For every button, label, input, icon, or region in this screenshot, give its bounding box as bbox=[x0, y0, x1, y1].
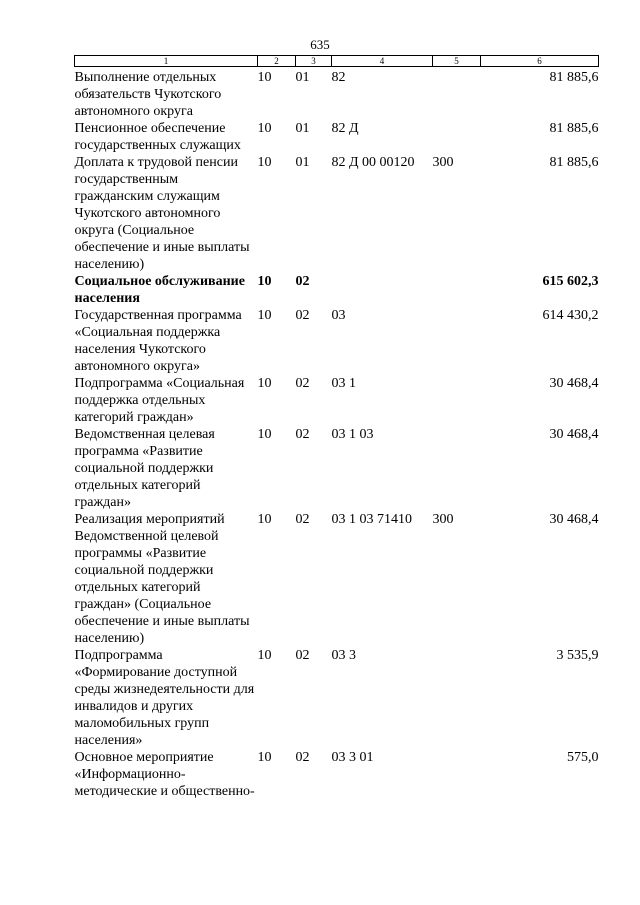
row-amount: 81 885,6 bbox=[549, 155, 599, 170]
row-subsection: 02 bbox=[295, 648, 310, 663]
header-col-1: 1 bbox=[75, 56, 258, 67]
row-name: Ведомственная целевая программа «Развитие социальной поддержки отдельных категорий граждан» bbox=[74, 427, 215, 510]
header-col-5: 5 bbox=[433, 56, 481, 67]
row-amount: 30 468,4 bbox=[549, 427, 599, 442]
row-amount: 30 468,4 bbox=[549, 376, 599, 391]
row-subsection: 01 bbox=[295, 121, 310, 136]
row-amount: 615 602,3 bbox=[542, 274, 599, 289]
row-name: Государственная программа «Социальная поддержка населения Чукотского автономного округа» bbox=[74, 308, 242, 374]
row-expense-type bbox=[433, 749, 481, 800]
row-subsection: 01 bbox=[295, 70, 310, 85]
page-number: 635 bbox=[310, 37, 330, 52]
row-subsection: 02 bbox=[295, 427, 310, 442]
row-name: Социальное обслуживание населения bbox=[74, 274, 245, 306]
row-expense-type bbox=[433, 120, 481, 154]
header-col-6: 6 bbox=[481, 56, 599, 67]
table-row bbox=[75, 375, 599, 426]
row-target-code bbox=[332, 273, 433, 307]
row-subsection: 02 bbox=[295, 308, 310, 323]
row-target-code: 82 Д bbox=[331, 121, 359, 136]
row-expense-type bbox=[433, 273, 481, 307]
table-body bbox=[75, 67, 599, 801]
row-section: 10 bbox=[257, 512, 272, 527]
row-target-code: 82 Д 00 00120 bbox=[331, 155, 415, 170]
row-amount: 3 535,9 bbox=[556, 648, 599, 663]
row-subsection: 01 bbox=[295, 155, 310, 170]
row-target-code: 03 1 bbox=[331, 376, 356, 391]
row-name: Реализация мероприятий Ведомственной целевой программы «Развитие социальной поддержки отдельных категорий граждан» (Социальное обеспечение и иные выплаты населению) bbox=[74, 512, 250, 646]
row-section: 10 bbox=[257, 308, 272, 323]
row-amount: 614 430,2 bbox=[542, 308, 599, 323]
row-expense-type bbox=[433, 307, 481, 375]
row-name: Пенсионное обеспечение государственных служащих bbox=[74, 121, 241, 153]
header-col-4: 4 bbox=[332, 56, 433, 67]
table-row bbox=[75, 120, 599, 154]
row-target-code: 82 bbox=[331, 70, 346, 85]
row-expense-type bbox=[433, 375, 481, 426]
row-name: Выполнение отдельных обязательств Чукотского автономного округа bbox=[74, 70, 222, 119]
row-amount: 575,0 bbox=[567, 750, 599, 765]
row-section: 10 bbox=[257, 648, 272, 663]
row-name: Подпрограмма «Социальная поддержка отдельных категорий граждан» bbox=[74, 376, 245, 425]
header-col-3: 3 bbox=[296, 56, 332, 67]
row-name: Основное мероприятие «Информационно-методические и общественно- bbox=[74, 750, 255, 799]
row-name: Доплата к трудовой пенсии государственным гражданским служащим Чукотского автономного округа (Социальное обеспечение и иные выплаты населению) bbox=[74, 155, 250, 272]
row-section: 10 bbox=[257, 274, 272, 289]
table-row bbox=[75, 511, 599, 647]
table-row bbox=[75, 307, 599, 375]
row-name: Подпрограмма «Формирование доступной среды жизнедеятельности для инвалидов и других маломобильных групп населения» bbox=[74, 648, 255, 748]
row-expense-type: 300 bbox=[432, 512, 454, 527]
row-section: 10 bbox=[257, 121, 272, 136]
row-target-code: 03 3 01 bbox=[331, 750, 374, 765]
row-amount: 30 468,4 bbox=[549, 512, 599, 527]
row-section: 10 bbox=[257, 155, 272, 170]
header-col-2: 2 bbox=[258, 56, 296, 67]
row-target-code: 03 bbox=[331, 308, 346, 323]
row-section: 10 bbox=[257, 427, 272, 442]
table-row bbox=[75, 426, 599, 511]
row-expense-type: 300 bbox=[432, 155, 454, 170]
table-row bbox=[75, 749, 599, 800]
row-amount: 81 885,6 bbox=[549, 121, 599, 136]
row-section: 10 bbox=[257, 376, 272, 391]
row-expense-type bbox=[433, 426, 481, 511]
row-target-code: 03 1 03 71410 bbox=[331, 512, 412, 527]
row-target-code: 03 3 bbox=[331, 648, 356, 663]
row-target-code: 03 1 03 bbox=[331, 427, 374, 442]
row-expense-type bbox=[433, 647, 481, 749]
row-amount: 81 885,6 bbox=[549, 70, 599, 85]
table-row bbox=[75, 154, 599, 273]
row-subsection: 02 bbox=[295, 750, 310, 765]
row-subsection: 02 bbox=[295, 376, 310, 391]
row-expense-type bbox=[433, 67, 481, 121]
row-subsection: 02 bbox=[295, 274, 310, 289]
row-section: 10 bbox=[257, 70, 272, 85]
row-subsection: 02 bbox=[295, 512, 310, 527]
table-row bbox=[75, 647, 599, 749]
table-row bbox=[75, 67, 599, 121]
table-header bbox=[75, 56, 599, 67]
budget-table bbox=[74, 55, 599, 800]
row-section: 10 bbox=[257, 750, 272, 765]
table-row bbox=[75, 273, 599, 307]
